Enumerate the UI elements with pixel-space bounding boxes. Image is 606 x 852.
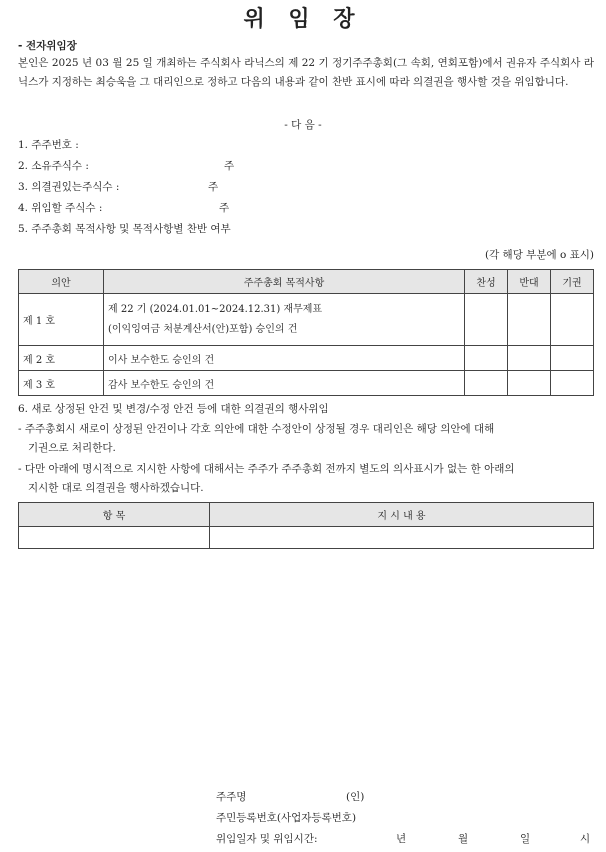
approve-cell[interactable]	[465, 371, 508, 396]
day-label: 일	[520, 833, 531, 845]
delegation-date-label: 위임일자 및 위임시간:	[216, 833, 318, 845]
agenda-item-line: (이익잉여금 처분계산서(안)포함) 승인의 건	[108, 323, 298, 335]
table-row	[19, 371, 594, 396]
document-title: 위 임 장	[243, 7, 363, 32]
agenda-item: 이사 보수한도 승인의 건	[104, 346, 465, 371]
agenda-no: 제 1 호	[19, 294, 104, 346]
table-note: (각 해당 부분에 o 표시)	[484, 249, 594, 261]
shareholder-name-label: 주주명	[216, 791, 247, 803]
bullet-line: 기권으로 처리한다.	[28, 442, 116, 454]
item-agenda-votes: 5. 주주총회 목적사항 및 목적사항별 찬반 여부	[18, 223, 231, 235]
document-subtitle: - 전자위임장	[18, 40, 77, 52]
registration-number-label: 주민등록번호(사업자등록번호)	[216, 812, 357, 824]
table-row	[19, 294, 594, 346]
seal-mark: (인)	[346, 791, 365, 803]
item-new-agenda: 6. 새로 상정된 안건 및 변경/수정 안건 등에 대한 의결권의 행사위임	[18, 403, 329, 415]
instruction-table	[18, 502, 594, 549]
instruction-content-cell[interactable]	[210, 527, 594, 549]
agenda-table	[18, 269, 594, 396]
intro-paragraph: 본인은 2025 년 03 월 25 일 개최하는 주식회사 라닉스의 제 22 기 정기주주총회(그 속회, 연회포함)에서 권유자 주식회사 라닉스가 지정하는 최승욱을 그 대리인으로 정하고 다음의 내용과 같이 찬반 표시에 따라 의결권을 행사할 것을 위임합니다.	[18, 57, 594, 88]
oppose-cell[interactable]	[508, 294, 551, 346]
owned-shares-unit: 주	[224, 160, 235, 172]
month-label: 월	[458, 833, 469, 845]
bullet-new-agenda	[18, 420, 594, 458]
instruction-item-cell[interactable]	[19, 527, 210, 549]
table-row	[19, 346, 594, 371]
item-owned-shares: 2. 소유주식수 :	[18, 160, 89, 172]
approve-cell[interactable]	[465, 346, 508, 371]
bullet-line: 지시한 대로 의결권을 행사하겠습니다.	[28, 482, 204, 494]
next-heading: - 다 음 -	[284, 119, 322, 131]
item-delegated-shares: 4. 위임할 주식수 :	[18, 202, 103, 214]
bullet-line: - 주주총회시 새로이 상정된 안건이나 각호 의안에 대한 수정안이 상정될 경우 대리인은 해당 의안에 대해	[18, 423, 495, 435]
year-label: 년	[396, 833, 407, 845]
header-item: 항 목	[19, 503, 210, 527]
abstain-cell[interactable]	[551, 346, 594, 371]
header-agenda-item: 주주총회 목적사항	[104, 270, 465, 294]
agenda-no: 제 3 호	[19, 371, 104, 396]
approve-cell[interactable]	[465, 294, 508, 346]
table-row	[19, 527, 594, 549]
oppose-cell[interactable]	[508, 346, 551, 371]
item-voting-shares: 3. 의결권있는주식수 :	[18, 181, 120, 193]
header-instruction: 지 시 내 용	[210, 503, 594, 527]
agenda-item: 감사 보수한도 승인의 건	[104, 371, 465, 396]
header-agenda-no: 의안	[19, 270, 104, 294]
header-abstain: 기권	[551, 270, 594, 294]
agenda-item-line: 제 22 기 (2024.01.01~2024.12.31) 재무제표	[108, 303, 323, 315]
abstain-cell[interactable]	[551, 294, 594, 346]
delegated-shares-unit: 주	[219, 202, 230, 214]
abstain-cell[interactable]	[551, 371, 594, 396]
bullet-line: - 다만 아래에 명시적으로 지시한 사항에 대해서는 주주가 주주총회 전까지 별도의 의사표시가 없는 한 아래의	[18, 463, 515, 475]
agenda-no: 제 2 호	[19, 346, 104, 371]
hour-label: 시	[580, 833, 591, 845]
bullet-instruction	[18, 460, 594, 498]
item-shareholder-no: 1. 주주번호 :	[18, 139, 79, 151]
voting-shares-unit: 주	[208, 181, 219, 193]
agenda-item	[104, 294, 465, 346]
oppose-cell[interactable]	[508, 371, 551, 396]
header-approve: 찬성	[465, 270, 508, 294]
header-oppose: 반대	[508, 270, 551, 294]
